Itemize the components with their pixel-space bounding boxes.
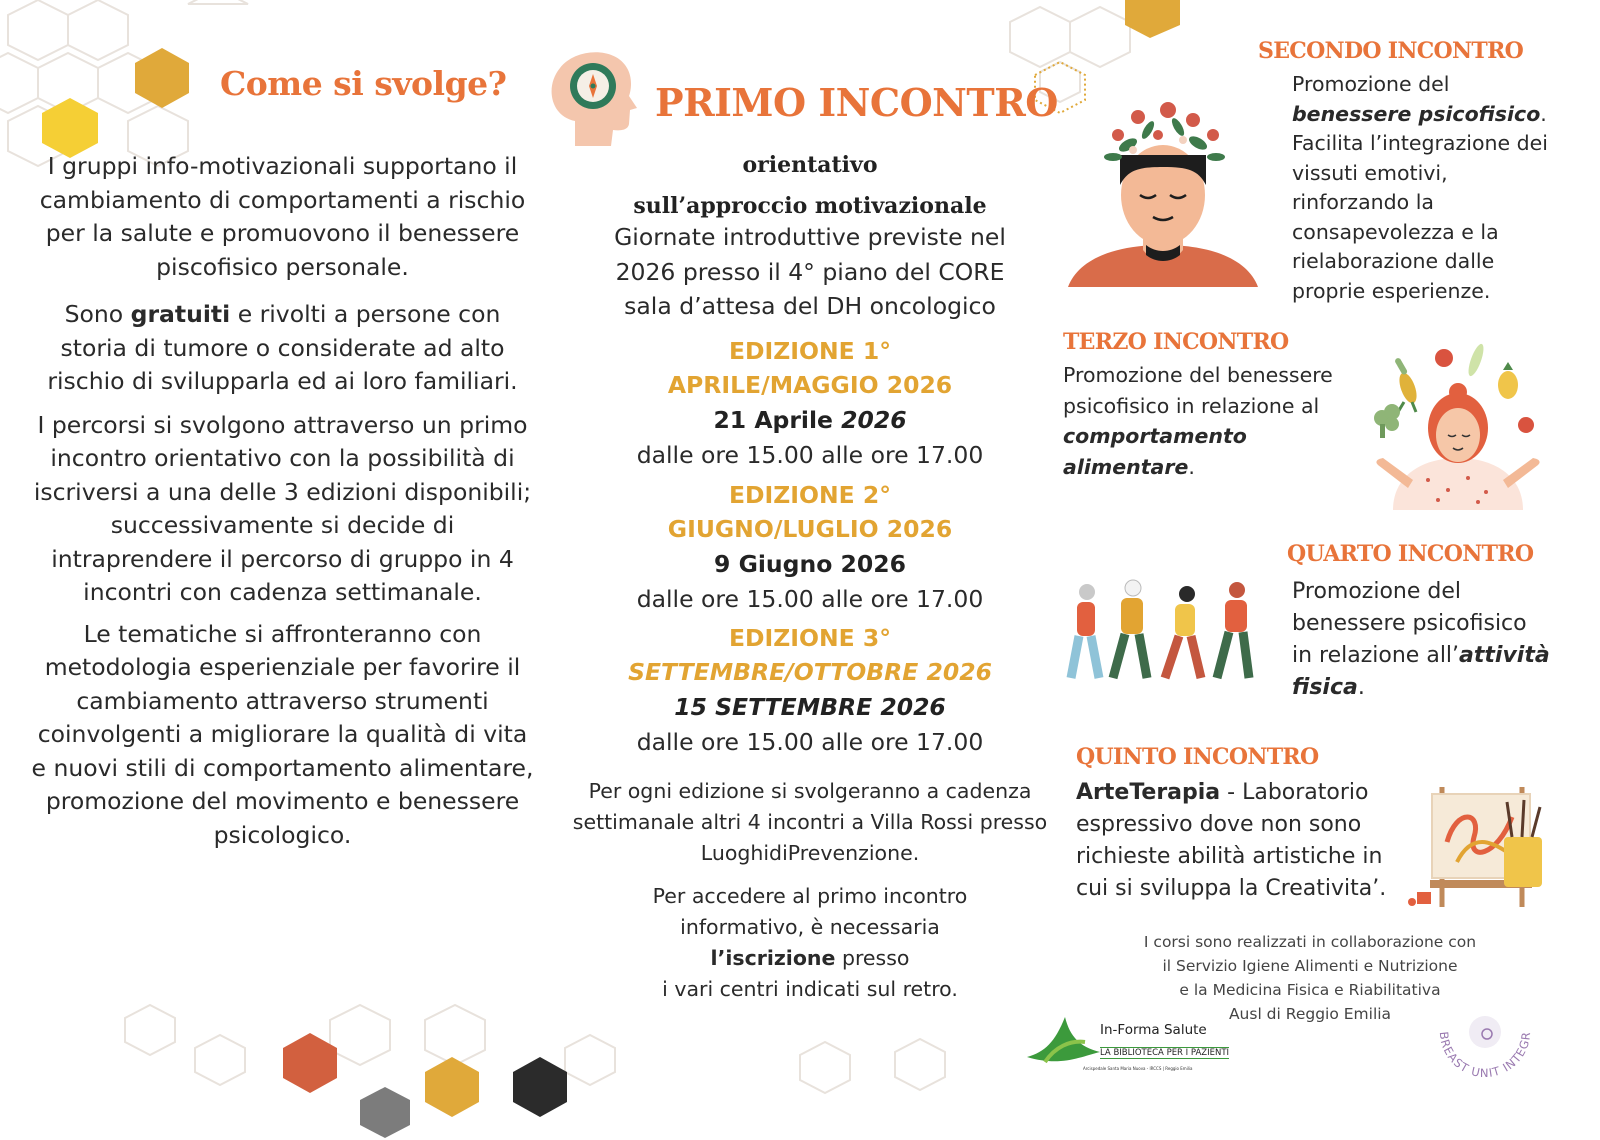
leaf-logo-icon bbox=[1025, 1012, 1105, 1072]
note-registration: Per accedere al primo incontro informativo, è necessaria l’iscrizione presso i vari centri indicati sul retro. bbox=[652, 883, 968, 1001]
edition-period: GIUGNO/LUGLIO 2026 bbox=[667, 515, 953, 543]
hexagon-pattern-bottom bbox=[120, 1000, 640, 1130]
quinto-incontro-text: ArteTerapia - Laboratorio espressivo dove non sono richieste abilità artistiche in cui si sviluppa la Creativita’. bbox=[1076, 780, 1387, 901]
subtitle-orientativo: orientativo bbox=[742, 152, 878, 178]
middle-column bbox=[565, 150, 1055, 1005]
left-paragraph-1: I gruppi info-motivazionali supportano il cambiamento di comportamenti a rischio per la salute e promuovono il benessere piscofisico personale. bbox=[39, 152, 526, 281]
free-highlight: gratuiti bbox=[130, 300, 231, 328]
left-title: Come si svolge? bbox=[220, 64, 507, 103]
edition-title: EDIZIONE 1° bbox=[728, 336, 892, 365]
credits-block: I corsi sono realizzati in collaborazione con il Servizio Igiene Alimenti e Nutrizione e la Medicina Fisica e Riabilitativa Ausl di Reggio Emilia bbox=[1143, 933, 1477, 1023]
edition-date: 21 Aprile 2026 bbox=[713, 405, 907, 434]
running-people-illustration bbox=[1065, 578, 1275, 698]
quarto-incontro-title: QUARTO INCONTRO bbox=[1287, 541, 1534, 567]
edition-title: EDIZIONE 2° bbox=[728, 480, 892, 509]
breast-unit-text: BREAST UNIT INTEGRATA bbox=[1425, 1001, 1534, 1081]
left-column bbox=[30, 150, 535, 864]
edition-date: 15 SETTEMBRE 2026 bbox=[674, 692, 946, 721]
nutrition-juggling-illustration bbox=[1368, 340, 1548, 510]
edition-3 bbox=[565, 621, 1055, 760]
edition-title: EDIZIONE 3° bbox=[728, 623, 892, 652]
informa-title: In-Forma Salute bbox=[1100, 1022, 1207, 1038]
left-paragraph-4: Le tematiche si affronteranno con metodologia esperienziale per favorire il cambiamento attraverso strumenti coinvolgenti a migliorare la qualità di vita e nuovi stili di comportamento alimentare, promozione del movimento e benessere psicologico. bbox=[31, 619, 534, 849]
hexagon-pattern-bottom-middle bbox=[795, 1030, 995, 1140]
intro-text: Giornate introduttive previste nel 2026 presso il 4° piano del CORE sala d’attesa del DH oncologico bbox=[614, 223, 1006, 320]
informa-subtitle: LA BIBLIOTECA PER I PAZIENTI bbox=[1100, 1048, 1230, 1058]
secondo-incontro-text: Promozione del benessere psicofisico. Facilita l’integrazione dei vissuti emotivi, rinforzando la consapevolezza e la rielaborazione dalle proprie esperienze. bbox=[1292, 72, 1548, 303]
note-weekly: Per ogni edizione si svolgeranno a cadenza settimanale altri 4 incontri a Villa Rossi presso LuoghidiPrevenzione. bbox=[572, 778, 1048, 865]
left-paragraph-2: Sono gratuiti e rivolti a persone con storia di tumore o considerate ad alto rischio di svilupparla ed ai loro familiari. bbox=[47, 300, 518, 395]
primo-incontro-title: PRIMO INCONTRO bbox=[655, 80, 1058, 125]
terzo-incontro-text: Promozione del benessere psicofisico in relazione al comportamento alimentare. bbox=[1063, 363, 1333, 479]
subtitle-approccio: sull’approccio motivazionale bbox=[633, 193, 987, 219]
quarto-incontro-text: Promozione del benessere psicofisico in relazione all’attività fisica. bbox=[1292, 579, 1550, 700]
edition-1 bbox=[565, 334, 1055, 473]
art-easel-illustration bbox=[1412, 782, 1552, 912]
edition-period: SETTEMBRE/OTTOBRE 2026 bbox=[628, 658, 992, 686]
quinto-incontro-title: QUINTO INCONTRO bbox=[1076, 744, 1319, 770]
edition-hours: dalle ore 15.00 alle ore 17.00 bbox=[636, 440, 984, 469]
informa-small: Arcispedale Santa Maria Nuova - IRCCS | Reggio Emilia bbox=[1083, 1066, 1193, 1071]
breast-unit-logo bbox=[1425, 1001, 1540, 1082]
meditating-head-illustration bbox=[1068, 95, 1258, 295]
terzo-incontro-title: TERZO INCONTRO bbox=[1063, 329, 1289, 355]
left-paragraph-3: I percorsi si svolgono attraverso un primo incontro orientativo con la possibilità di iscriversi a una delle 3 edizioni disponibili; successivamente si decide di intraprendere il percorso di gruppo in 4 incontri con cadenza settimanale. bbox=[33, 410, 532, 606]
informa-salute-logo bbox=[1025, 1012, 1230, 1077]
edition-hours: dalle ore 15.00 alle ore 17.00 bbox=[636, 727, 984, 756]
edition-date: 9 Giugno 2026 bbox=[714, 549, 906, 578]
edition-2 bbox=[565, 478, 1055, 617]
head-compass-icon bbox=[545, 46, 640, 151]
edition-hours: dalle ore 15.00 alle ore 17.00 bbox=[636, 584, 984, 613]
secondo-incontro-title: SECONDO INCONTRO bbox=[1258, 38, 1524, 64]
edition-period: APRILE/MAGGIO 2026 bbox=[667, 371, 953, 399]
